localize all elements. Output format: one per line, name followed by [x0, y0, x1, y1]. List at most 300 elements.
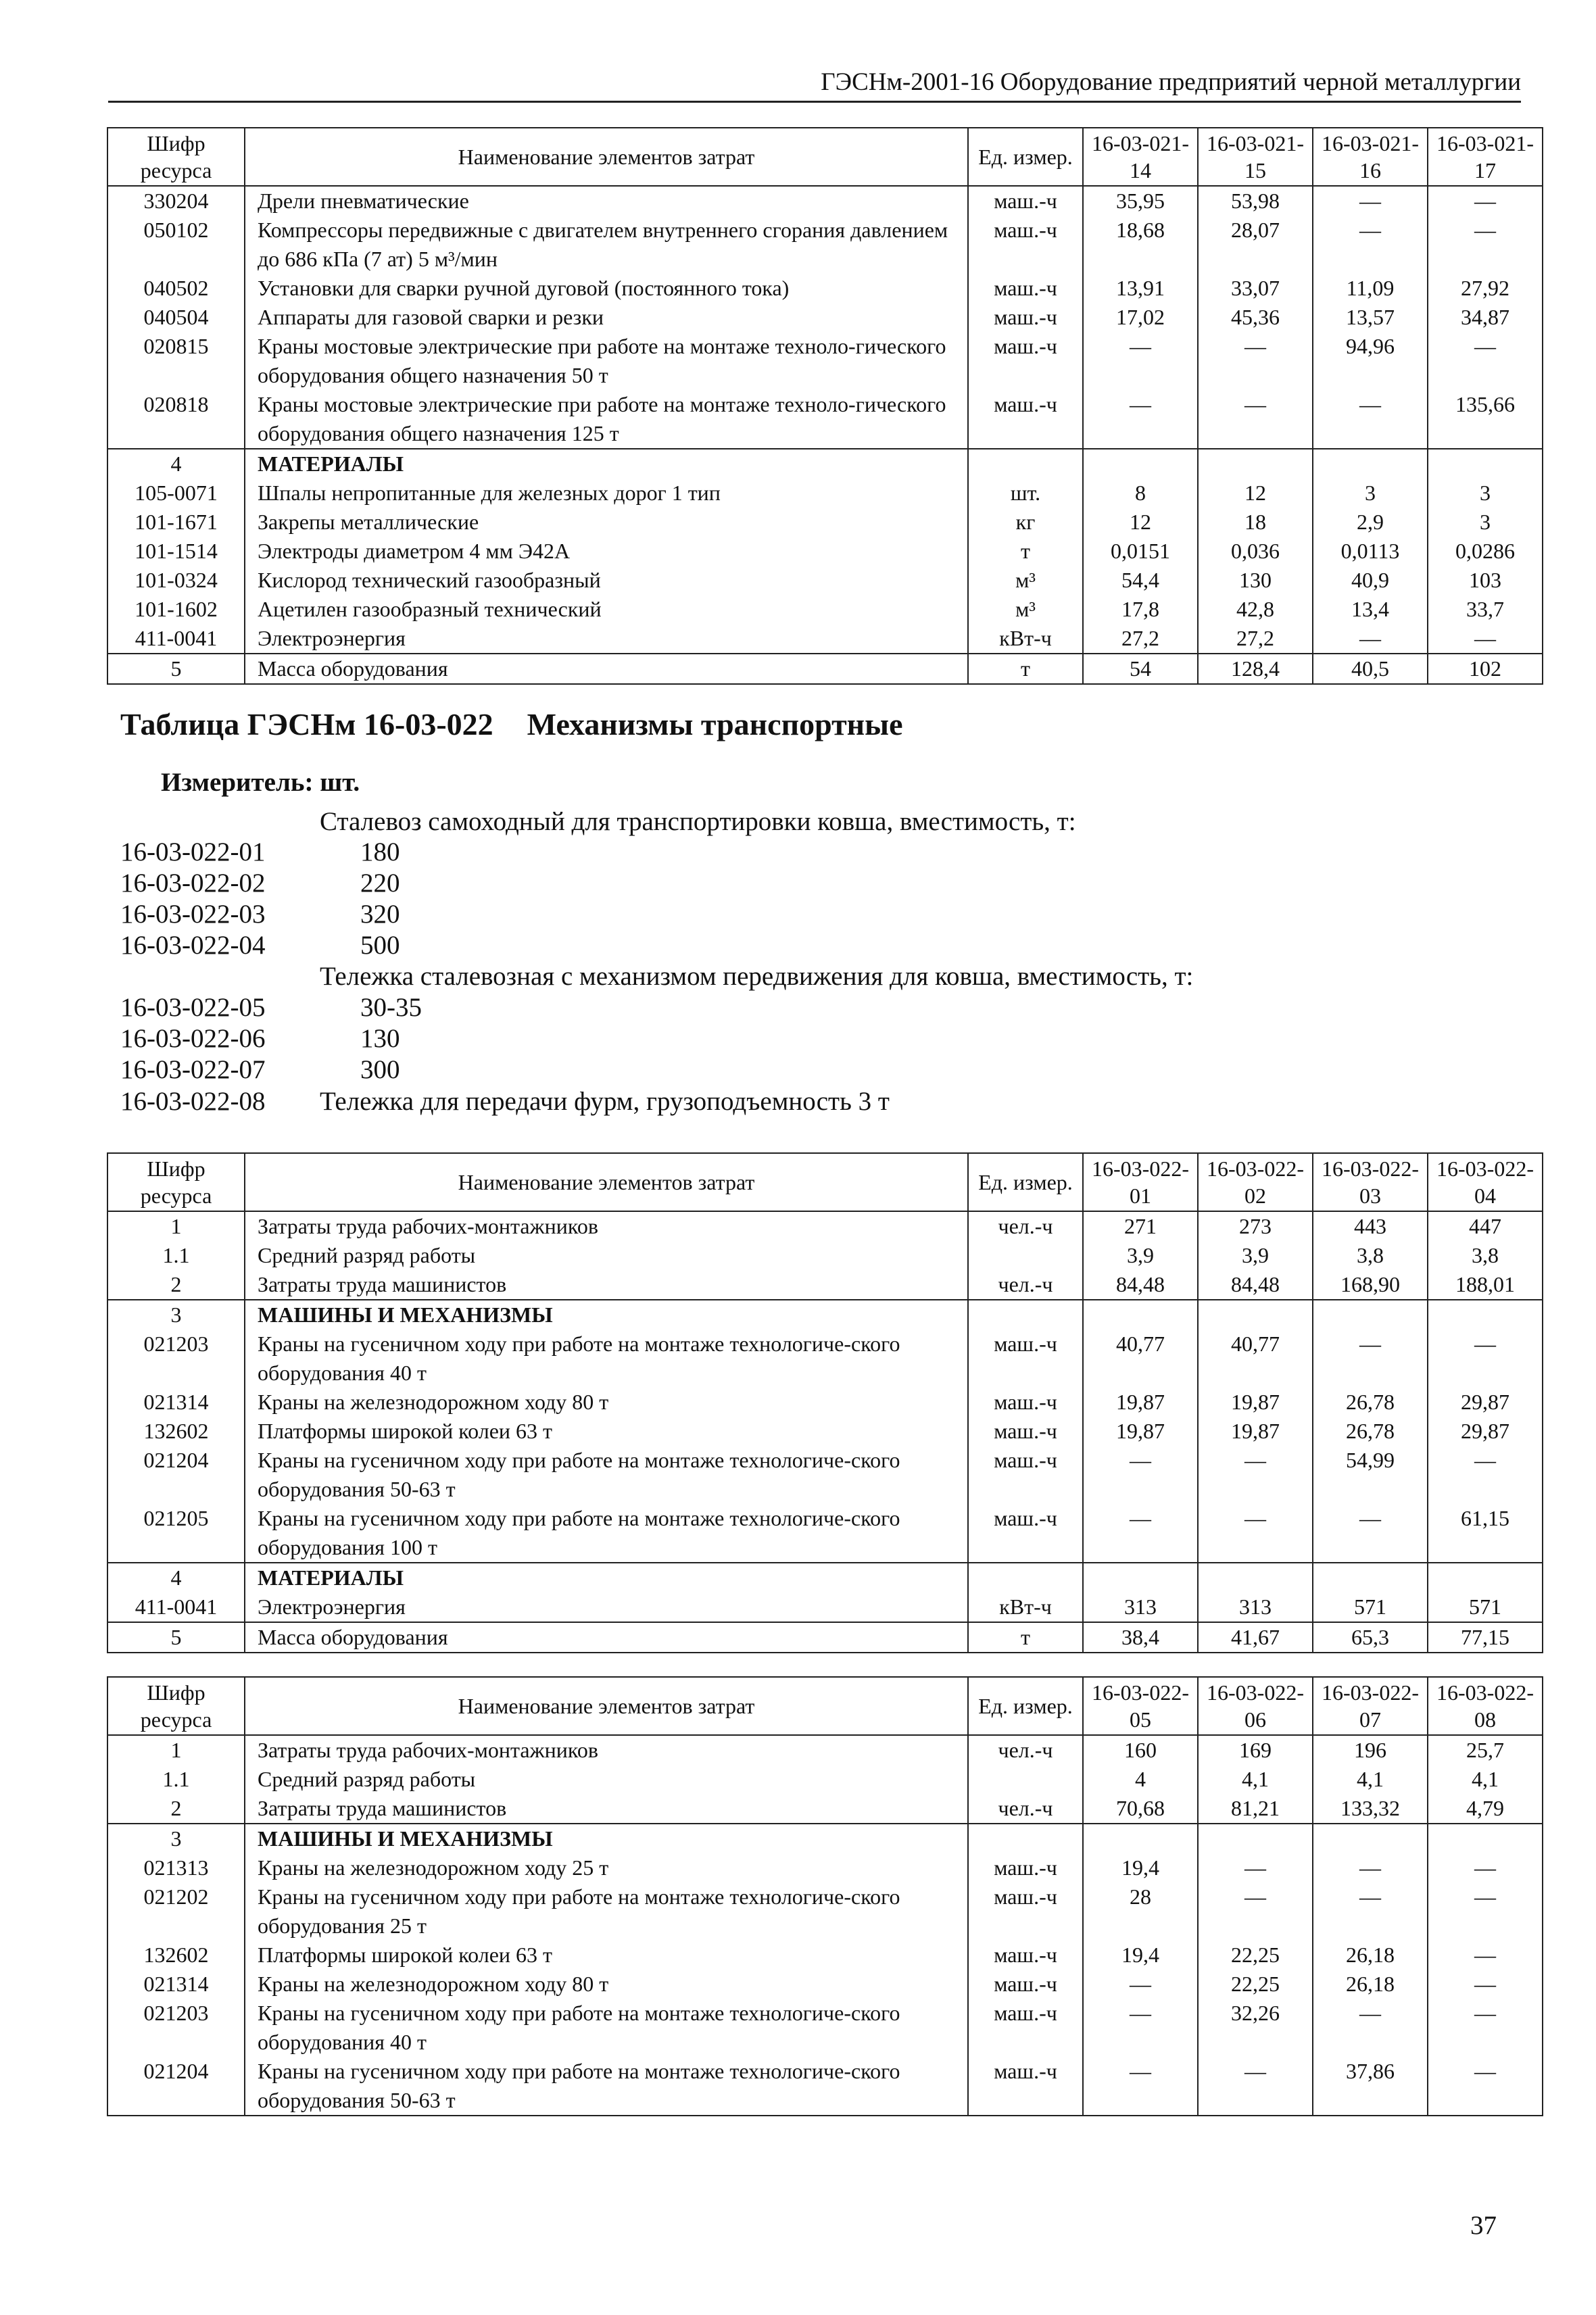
- resource-name: Электроэнергия: [245, 624, 968, 654]
- cost-value: 26,78: [1313, 1417, 1428, 1446]
- cost-value: 273: [1198, 1211, 1313, 1241]
- table-title-code: Таблица ГЭСНм 16-03-022: [120, 707, 493, 741]
- cost-value: 33,7: [1428, 595, 1543, 624]
- cost-value: 103: [1428, 566, 1543, 595]
- header-column: 16-03-022-04: [1428, 1153, 1543, 1211]
- cost-value: —: [1313, 1853, 1428, 1882]
- header-column: 16-03-021-17: [1428, 128, 1543, 186]
- cost-value: 26,78: [1313, 1388, 1428, 1417]
- table-row: [107, 216, 1543, 274]
- cost-value: —: [1083, 1970, 1198, 1999]
- resource-name: Краны на гусеничном ходу при работе на монтаже технологиче-ского оборудования 40 т: [245, 1999, 968, 2057]
- resource-unit: маш.-ч: [968, 332, 1083, 390]
- cost-value: 447: [1428, 1211, 1543, 1241]
- resource-unit: т: [968, 537, 1083, 566]
- table-row: [107, 1882, 1543, 1941]
- cost-value: 3: [1313, 479, 1428, 508]
- header-column: 16-03-021-16: [1313, 128, 1428, 186]
- table-row: [107, 1622, 1543, 1653]
- spec-code: 16-03-022-06: [120, 1024, 266, 1053]
- resource-unit: маш.-ч: [968, 216, 1083, 274]
- cost-value: [1083, 1824, 1198, 1853]
- resource-name: МАШИНЫ И МЕХАНИЗМЫ: [245, 1824, 968, 1853]
- cost-value: 84,48: [1198, 1270, 1313, 1300]
- measure-unit: Измеритель: шт.: [161, 768, 360, 797]
- resource-code: 105-0071: [107, 479, 245, 508]
- resource-table-022-a: [107, 1152, 1543, 1653]
- cost-value: —: [1428, 216, 1543, 274]
- cost-value: 3,9: [1083, 1241, 1198, 1270]
- resource-code: 021313: [107, 1853, 245, 1882]
- spec-code: 16-03-022-08: [120, 1087, 266, 1116]
- cost-value: [1083, 1563, 1198, 1592]
- cost-value: 3,8: [1313, 1241, 1428, 1270]
- resource-name: Средний разряд работы: [245, 1241, 968, 1270]
- cost-value: [1313, 449, 1428, 479]
- cost-value: 22,25: [1198, 1970, 1313, 1999]
- table-row: [107, 1211, 1543, 1241]
- table-row: [107, 1504, 1543, 1563]
- resource-unit: маш.-ч: [968, 1970, 1083, 1999]
- cost-value: 4,1: [1428, 1765, 1543, 1794]
- resource-name: Затраты труда рабочих-монтажников: [245, 1735, 968, 1765]
- table-row: [107, 1941, 1543, 1970]
- cost-value: —: [1083, 2057, 1198, 2116]
- table-row: [107, 390, 1543, 449]
- spec-value: 500: [360, 931, 400, 960]
- header-unit: Ед. измер.: [968, 128, 1083, 186]
- resource-code: 021314: [107, 1388, 245, 1417]
- header-column: 16-03-022-06: [1198, 1677, 1313, 1735]
- cost-value: 40,77: [1198, 1330, 1313, 1388]
- resource-unit: маш.-ч: [968, 1388, 1083, 1417]
- cost-value: 3,9: [1198, 1241, 1313, 1270]
- resource-name: Электроды диаметром 4 мм Э42А: [245, 537, 968, 566]
- resource-name: Средний разряд работы: [245, 1765, 968, 1794]
- resource-unit: маш.-ч: [968, 1417, 1083, 1446]
- cost-value: 4,1: [1198, 1765, 1313, 1794]
- table-title-name: Механизмы транспортные: [527, 707, 903, 741]
- resource-unit: [968, 1300, 1083, 1330]
- table-row: [107, 449, 1543, 479]
- resource-name: Электроэнергия: [245, 1592, 968, 1622]
- table-row: [107, 654, 1543, 684]
- resource-code: 330204: [107, 186, 245, 216]
- cost-value: [1198, 449, 1313, 479]
- spec-value: 320: [360, 900, 400, 929]
- cost-value: —: [1313, 1999, 1428, 2057]
- resource-unit: маш.-ч: [968, 1882, 1083, 1941]
- cost-value: [1198, 1824, 1313, 1853]
- resource-name: Кислород технический газообразный: [245, 566, 968, 595]
- resource-name: Шпалы непропитанные для железных дорог 1 тип: [245, 479, 968, 508]
- header-unit: Ед. измер.: [968, 1677, 1083, 1735]
- cost-value: —: [1198, 1504, 1313, 1563]
- spec-code: 16-03-022-04: [120, 931, 266, 960]
- resource-unit: м³: [968, 566, 1083, 595]
- resource-name: Краны мостовые электрические при работе на монтаже техноло-гического оборудования общего назначения 125 т: [245, 390, 968, 449]
- header-code: Шифр ресурса: [107, 1153, 245, 1211]
- cost-value: —: [1313, 1504, 1428, 1563]
- cost-value: —: [1313, 390, 1428, 449]
- cost-value: 4,1: [1313, 1765, 1428, 1794]
- cost-value: 0,036: [1198, 537, 1313, 566]
- resource-unit: маш.-ч: [968, 1330, 1083, 1388]
- cost-value: 19,87: [1083, 1388, 1198, 1417]
- spec-value: 300: [360, 1055, 400, 1084]
- resource-code: 3: [107, 1300, 245, 1330]
- resource-name: Краны на гусеничном ходу при работе на монтаже технологиче-ского оборудования 40 т: [245, 1330, 968, 1388]
- resource-name: Затраты труда машинистов: [245, 1270, 968, 1300]
- cost-value: 3: [1428, 479, 1543, 508]
- table-row: [107, 537, 1543, 566]
- resource-name: МАШИНЫ И МЕХАНИЗМЫ: [245, 1300, 968, 1330]
- table-title: [120, 706, 903, 742]
- table-row: [107, 186, 1543, 216]
- resource-code: 040504: [107, 303, 245, 332]
- cost-value: 271: [1083, 1211, 1198, 1241]
- cost-value: 4,79: [1428, 1794, 1543, 1824]
- resource-table-021: [107, 127, 1543, 685]
- resource-unit: [968, 1765, 1083, 1794]
- cost-value: 61,15: [1428, 1504, 1543, 1563]
- resource-code: 4: [107, 449, 245, 479]
- table-row: [107, 1999, 1543, 2057]
- resource-unit: маш.-ч: [968, 390, 1083, 449]
- cost-value: 196: [1313, 1735, 1428, 1765]
- header-name: Наименование элементов затрат: [245, 128, 968, 186]
- spec-value: Тележка для передачи фурм, грузоподъемность 3 т: [320, 1087, 890, 1116]
- cost-value: —: [1313, 624, 1428, 654]
- resource-unit: маш.-ч: [968, 186, 1083, 216]
- table-row: [107, 1592, 1543, 1622]
- resource-code: 050102: [107, 216, 245, 274]
- cost-value: 571: [1428, 1592, 1543, 1622]
- cost-value: 8: [1083, 479, 1198, 508]
- table-row: [107, 479, 1543, 508]
- cost-value: —: [1313, 1330, 1428, 1388]
- resource-unit: т: [968, 654, 1083, 684]
- resource-code: 3: [107, 1824, 245, 1853]
- cost-value: 12: [1083, 508, 1198, 537]
- resource-code: 021204: [107, 2057, 245, 2116]
- spec-code: 16-03-022-03: [120, 900, 266, 929]
- spec-code: 16-03-022-05: [120, 993, 266, 1022]
- resource-code: 021314: [107, 1970, 245, 1999]
- cost-value: 2,9: [1313, 508, 1428, 537]
- cost-value: 42,8: [1198, 595, 1313, 624]
- cost-value: 45,36: [1198, 303, 1313, 332]
- cost-value: 571: [1313, 1592, 1428, 1622]
- resource-name: Краны на гусеничном ходу при работе на монтаже технологиче-ского оборудования 25 т: [245, 1882, 968, 1941]
- resource-code: 132602: [107, 1941, 245, 1970]
- resource-code: 101-0324: [107, 566, 245, 595]
- cost-value: —: [1428, 1330, 1543, 1388]
- spec-description-2: Тележка сталевозная с механизмом передвижения для ковша, вместимость, т:: [320, 962, 1194, 991]
- cost-value: —: [1198, 2057, 1313, 2116]
- cost-value: 53,98: [1198, 186, 1313, 216]
- cost-value: —: [1428, 1970, 1543, 1999]
- cost-value: —: [1313, 216, 1428, 274]
- table-row: [107, 1446, 1543, 1504]
- cost-value: 54: [1083, 654, 1198, 684]
- cost-value: [1198, 1300, 1313, 1330]
- cost-value: 168,90: [1313, 1270, 1428, 1300]
- cost-value: —: [1083, 1446, 1198, 1504]
- table-row: [107, 508, 1543, 537]
- resource-name: Краны на железнодорожном ходу 80 т: [245, 1970, 968, 1999]
- resource-unit: маш.-ч: [968, 1504, 1083, 1563]
- resource-name: Масса оборудования: [245, 654, 968, 684]
- cost-value: 13,57: [1313, 303, 1428, 332]
- cost-value: 26,18: [1313, 1941, 1428, 1970]
- resource-name: Аппараты для газовой сварки и резки: [245, 303, 968, 332]
- resource-code: 021203: [107, 1999, 245, 2057]
- cost-value: 19,87: [1198, 1388, 1313, 1417]
- cost-value: 160: [1083, 1735, 1198, 1765]
- resource-unit: маш.-ч: [968, 1853, 1083, 1882]
- resource-table-022-b: [107, 1676, 1543, 2116]
- resource-unit: кг: [968, 508, 1083, 537]
- cost-value: 313: [1198, 1592, 1313, 1622]
- cost-value: —: [1198, 390, 1313, 449]
- table-row: [107, 624, 1543, 654]
- cost-value: —: [1083, 1999, 1198, 2057]
- resource-unit: маш.-ч: [968, 303, 1083, 332]
- cost-value: —: [1083, 332, 1198, 390]
- cost-value: —: [1313, 1882, 1428, 1941]
- cost-value: 28,07: [1198, 216, 1313, 274]
- cost-value: 11,09: [1313, 274, 1428, 303]
- cost-value: 130: [1198, 566, 1313, 595]
- table-row: [107, 303, 1543, 332]
- cost-value: 19,87: [1083, 1417, 1198, 1446]
- resource-code: 5: [107, 1622, 245, 1653]
- resource-unit: маш.-ч: [968, 1999, 1083, 2057]
- cost-value: —: [1428, 2057, 1543, 2116]
- resource-name: Краны на железнодорожном ходу 80 т: [245, 1388, 968, 1417]
- cost-value: 128,4: [1198, 654, 1313, 684]
- resource-unit: чел.-ч: [968, 1211, 1083, 1241]
- table-row: [107, 1853, 1543, 1882]
- resource-unit: кВт-ч: [968, 624, 1083, 654]
- cost-value: 70,68: [1083, 1794, 1198, 1824]
- cost-value: 12: [1198, 479, 1313, 508]
- resource-name: Краны на гусеничном ходу при работе на монтаже технологиче-ского оборудования 100 т: [245, 1504, 968, 1563]
- table-row: [107, 595, 1543, 624]
- cost-value: —: [1428, 1999, 1543, 2057]
- page-number: 37: [1470, 2211, 1497, 2240]
- cost-value: 25,7: [1428, 1735, 1543, 1765]
- resource-unit: [968, 1241, 1083, 1270]
- resource-name: Краны на гусеничном ходу при работе на монтаже технологиче-ского оборудования 50-63 т: [245, 1446, 968, 1504]
- resource-unit: [968, 1563, 1083, 1592]
- resource-name: Ацетилен газообразный технический: [245, 595, 968, 624]
- cost-value: 37,86: [1313, 2057, 1428, 2116]
- resource-unit: [968, 449, 1083, 479]
- table-row: [107, 1270, 1543, 1300]
- cost-value: [1083, 449, 1198, 479]
- header-code: Шифр ресурса: [107, 1677, 245, 1735]
- header-column: 16-03-022-02: [1198, 1153, 1313, 1211]
- resource-code: 101-1514: [107, 537, 245, 566]
- cost-value: 13,91: [1083, 274, 1198, 303]
- resource-code: 101-1671: [107, 508, 245, 537]
- spec-value: 220: [360, 869, 400, 898]
- header-column: 16-03-021-15: [1198, 128, 1313, 186]
- table-row: [107, 566, 1543, 595]
- cost-value: 40,9: [1313, 566, 1428, 595]
- cost-value: 18,68: [1083, 216, 1198, 274]
- resource-name: Дрели пневматические: [245, 186, 968, 216]
- table-row: [107, 1735, 1543, 1765]
- resource-unit: маш.-ч: [968, 1941, 1083, 1970]
- resource-code: 101-1602: [107, 595, 245, 624]
- resource-name: Установки для сварки ручной дуговой (постоянного тока): [245, 274, 968, 303]
- table-row: [107, 1563, 1543, 1592]
- cost-value: 27,2: [1198, 624, 1313, 654]
- resource-name: Затраты труда рабочих-монтажников: [245, 1211, 968, 1241]
- spec-code: 16-03-022-02: [120, 869, 266, 898]
- resource-name: Платформы широкой колеи 63 т: [245, 1417, 968, 1446]
- cost-value: —: [1428, 1446, 1543, 1504]
- cost-value: [1428, 1563, 1543, 1592]
- cost-value: 169: [1198, 1735, 1313, 1765]
- cost-value: 34,87: [1428, 303, 1543, 332]
- cost-value: [1428, 1300, 1543, 1330]
- table-row: [107, 1824, 1543, 1853]
- table-row: [107, 1970, 1543, 1999]
- cost-value: —: [1313, 186, 1428, 216]
- resource-name: Краны на железнодорожном ходу 25 т: [245, 1853, 968, 1882]
- header-name: Наименование элементов затрат: [245, 1153, 968, 1211]
- header-column: 16-03-022-07: [1313, 1677, 1428, 1735]
- spec-code: 16-03-022-01: [120, 837, 266, 867]
- header-column: 16-03-022-08: [1428, 1677, 1543, 1735]
- cost-value: 29,87: [1428, 1417, 1543, 1446]
- header-column: 16-03-022-01: [1083, 1153, 1198, 1211]
- cost-value: 65,3: [1313, 1622, 1428, 1653]
- cost-value: 26,18: [1313, 1970, 1428, 1999]
- spec-value: 130: [360, 1024, 400, 1053]
- table-row: [107, 1417, 1543, 1446]
- cost-value: —: [1198, 1446, 1313, 1504]
- table-row: [107, 1794, 1543, 1824]
- resource-code: 5: [107, 654, 245, 684]
- resource-code: 2: [107, 1270, 245, 1300]
- resource-unit: чел.-ч: [968, 1794, 1083, 1824]
- cost-value: 35,95: [1083, 186, 1198, 216]
- cost-value: 19,87: [1198, 1417, 1313, 1446]
- cost-value: 28: [1083, 1882, 1198, 1941]
- table-row: [107, 1388, 1543, 1417]
- cost-value: 40,77: [1083, 1330, 1198, 1388]
- cost-value: 54,4: [1083, 566, 1198, 595]
- resource-code: 411-0041: [107, 624, 245, 654]
- resource-name: Компрессоры передвижные с двигателем внутреннего сгорания давлением до 686 кПа (7 ат) 5 м³/мин: [245, 216, 968, 274]
- header-name: Наименование элементов затрат: [245, 1677, 968, 1735]
- resource-unit: маш.-ч: [968, 274, 1083, 303]
- resource-code: 1.1: [107, 1765, 245, 1794]
- cost-value: 4: [1083, 1765, 1198, 1794]
- cost-value: —: [1428, 624, 1543, 654]
- cost-value: —: [1428, 186, 1543, 216]
- cost-value: 133,32: [1313, 1794, 1428, 1824]
- cost-value: 18: [1198, 508, 1313, 537]
- resource-unit: [968, 1824, 1083, 1853]
- resource-code: 1: [107, 1211, 245, 1241]
- cost-value: 313: [1083, 1592, 1198, 1622]
- resource-code: 4: [107, 1563, 245, 1592]
- cost-value: —: [1428, 1882, 1543, 1941]
- cost-value: 3,8: [1428, 1241, 1543, 1270]
- cost-value: 29,87: [1428, 1388, 1543, 1417]
- resource-code: 132602: [107, 1417, 245, 1446]
- spec-description-1: Сталевоз самоходный для транспортировки ковша, вместимость, т:: [320, 807, 1076, 836]
- cost-value: [1083, 1300, 1198, 1330]
- table-row: [107, 1765, 1543, 1794]
- cost-value: 17,02: [1083, 303, 1198, 332]
- cost-value: 84,48: [1083, 1270, 1198, 1300]
- cost-value: 3: [1428, 508, 1543, 537]
- table-row: [107, 274, 1543, 303]
- cost-value: 0,0151: [1083, 537, 1198, 566]
- resource-name: МАТЕРИАЛЫ: [245, 1563, 968, 1592]
- resource-code: 021204: [107, 1446, 245, 1504]
- cost-value: 32,26: [1198, 1999, 1313, 2057]
- header-code: Шифр ресурса: [107, 128, 245, 186]
- resource-unit: чел.-ч: [968, 1735, 1083, 1765]
- resource-code: 1.1: [107, 1241, 245, 1270]
- resource-name: Краны на гусеничном ходу при работе на монтаже технологиче-ского оборудования 50-63 т: [245, 2057, 968, 2116]
- cost-value: 13,4: [1313, 595, 1428, 624]
- spec-value: 180: [360, 837, 400, 867]
- resource-code: 1: [107, 1735, 245, 1765]
- cost-value: —: [1428, 332, 1543, 390]
- cost-value: 41,67: [1198, 1622, 1313, 1653]
- cost-value: —: [1198, 1853, 1313, 1882]
- resource-unit: м³: [968, 595, 1083, 624]
- cost-value: 443: [1313, 1211, 1428, 1241]
- header-column: 16-03-021-14: [1083, 128, 1198, 186]
- cost-value: —: [1428, 1853, 1543, 1882]
- resource-name: Затраты труда машинистов: [245, 1794, 968, 1824]
- cost-value: [1428, 1824, 1543, 1853]
- cost-value: 54,99: [1313, 1446, 1428, 1504]
- cost-value: 40,5: [1313, 654, 1428, 684]
- table-row: [107, 2057, 1543, 2116]
- resource-code: 020815: [107, 332, 245, 390]
- resource-code: 040502: [107, 274, 245, 303]
- page-header: ГЭСНм-2001-16 Оборудование предприятий черной металлургии: [108, 68, 1521, 103]
- resource-unit: маш.-ч: [968, 1446, 1083, 1504]
- cost-value: 17,8: [1083, 595, 1198, 624]
- resource-unit: маш.-ч: [968, 2057, 1083, 2116]
- cost-value: 188,01: [1428, 1270, 1543, 1300]
- cost-value: [1313, 1563, 1428, 1592]
- resource-code: 021202: [107, 1882, 245, 1941]
- cost-value: 77,15: [1428, 1622, 1543, 1653]
- resource-name: Краны мостовые электрические при работе на монтаже техноло-гического оборудования общего назначения 50 т: [245, 332, 968, 390]
- cost-value: [1313, 1300, 1428, 1330]
- cost-value: [1198, 1563, 1313, 1592]
- header-unit: Ед. измер.: [968, 1153, 1083, 1211]
- cost-value: 94,96: [1313, 332, 1428, 390]
- resource-code: 021205: [107, 1504, 245, 1563]
- cost-value: 27,2: [1083, 624, 1198, 654]
- resource-code: 020818: [107, 390, 245, 449]
- table-row: [107, 1241, 1543, 1270]
